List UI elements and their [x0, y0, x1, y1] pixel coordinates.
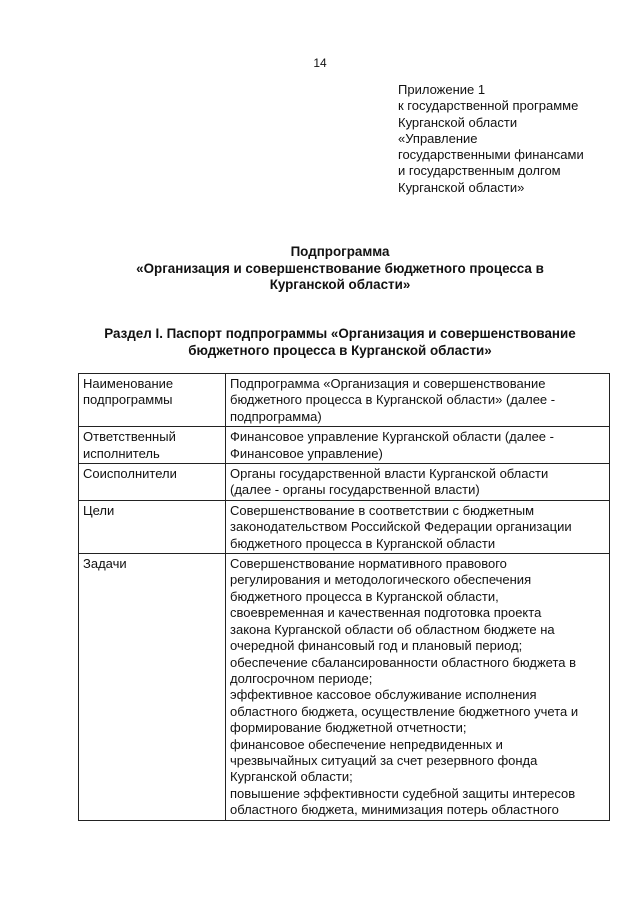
label-line: Цели [83, 502, 115, 518]
appendix-line: и государственным долгом [398, 163, 561, 179]
table-row [79, 427, 610, 464]
page-number: 14 [313, 56, 327, 70]
appendix-block [398, 82, 628, 196]
value-line: бюджетного процесса в Курганской области» (далее - [230, 392, 556, 408]
appendix-line: Курганской области [398, 114, 518, 130]
label-line: исполнитель [83, 445, 160, 461]
table-label-cell [79, 500, 226, 553]
value-line: финансовое обеспечение непредвиденных и [230, 736, 503, 752]
table-row [79, 500, 610, 553]
label-line: подпрограммы [83, 392, 173, 408]
value-line: законодательством Российской Федерации организации [230, 519, 572, 535]
label-line: Соисполнители [83, 466, 177, 482]
passport-table [78, 373, 610, 821]
value-line: бюджетного процесса в Курганской области [230, 535, 496, 551]
value-line: областного бюджета, минимизация потерь областного [230, 802, 559, 818]
table-row [79, 374, 610, 427]
table-value-cell [226, 464, 610, 501]
value-line: Подпрограмма «Организация и совершенствование [230, 376, 546, 391]
value-line: (далее - органы государственной власти) [230, 482, 480, 498]
table-value-cell [226, 554, 610, 821]
value-line: Финансовое управление) [230, 445, 383, 461]
section-heading [0, 326, 640, 359]
table-value-cell [226, 427, 610, 464]
table-row [79, 554, 610, 821]
section-heading-line: Раздел I. Паспорт подпрограммы «Организация и совершенствование [104, 326, 576, 341]
subprogram-heading-line: «Организация и совершенствование бюджетного процесса в [136, 260, 544, 276]
appendix-line: Приложение 1 [398, 82, 486, 97]
table-value-cell [226, 374, 610, 427]
value-line: очередной финансовый год и плановый период; [230, 638, 523, 654]
appendix-line: «Управление [398, 130, 478, 146]
value-line: обеспечение сбалансированности областного бюджета в [230, 654, 576, 670]
value-line: Совершенствование в соответствии с бюджетным [230, 502, 535, 518]
value-line: закона Курганской области об областном бюджете на [230, 621, 555, 637]
value-line: регулирования и методологического обеспечения [230, 572, 532, 588]
value-line: Совершенствование нормативного правового [230, 556, 507, 572]
value-line: подпрограмма) [230, 408, 322, 424]
appendix-line: Курганской области» [398, 179, 525, 195]
section-heading-line: бюджетного процесса в Курганской области» [188, 342, 492, 358]
appendix-line: к государственной программе [398, 98, 579, 114]
value-line: формирование бюджетной отчетности; [230, 720, 467, 736]
subprogram-heading-line: Подпрограмма [290, 244, 390, 259]
table-value-cell [226, 500, 610, 553]
value-line: повышение эффективности судебной защиты интересов [230, 785, 576, 801]
appendix-line: государственными финансами [398, 147, 584, 163]
value-line: областного бюджета, осуществление бюджетного учета и [230, 703, 579, 719]
value-line: Органы государственной власти Курганской области [230, 466, 549, 482]
table-label-cell [79, 464, 226, 501]
value-line: чрезвычайных ситуаций за счет резервного фонда [230, 752, 538, 768]
value-line: долгосрочном периоде; [230, 670, 373, 686]
value-line: бюджетного процесса в Курганской области, [230, 588, 499, 604]
value-line: своевременная и качественная подготовка проекта [230, 605, 542, 621]
table-label-cell [79, 374, 226, 427]
value-line: Финансовое управление Курганской области (далее - [230, 429, 554, 445]
table-label-cell [79, 554, 226, 821]
label-line: Ответственный [83, 429, 176, 445]
table-label-cell [79, 427, 226, 464]
value-line: эффективное кассовое обслуживание исполнения [230, 687, 537, 703]
label-line: Задачи [83, 556, 127, 572]
subprogram-heading-line: Курганской области» [269, 277, 411, 292]
subprogram-heading [0, 244, 640, 294]
table-row [79, 464, 610, 501]
label-line: Наименование [83, 376, 174, 391]
value-line: Курганской области; [230, 769, 353, 785]
